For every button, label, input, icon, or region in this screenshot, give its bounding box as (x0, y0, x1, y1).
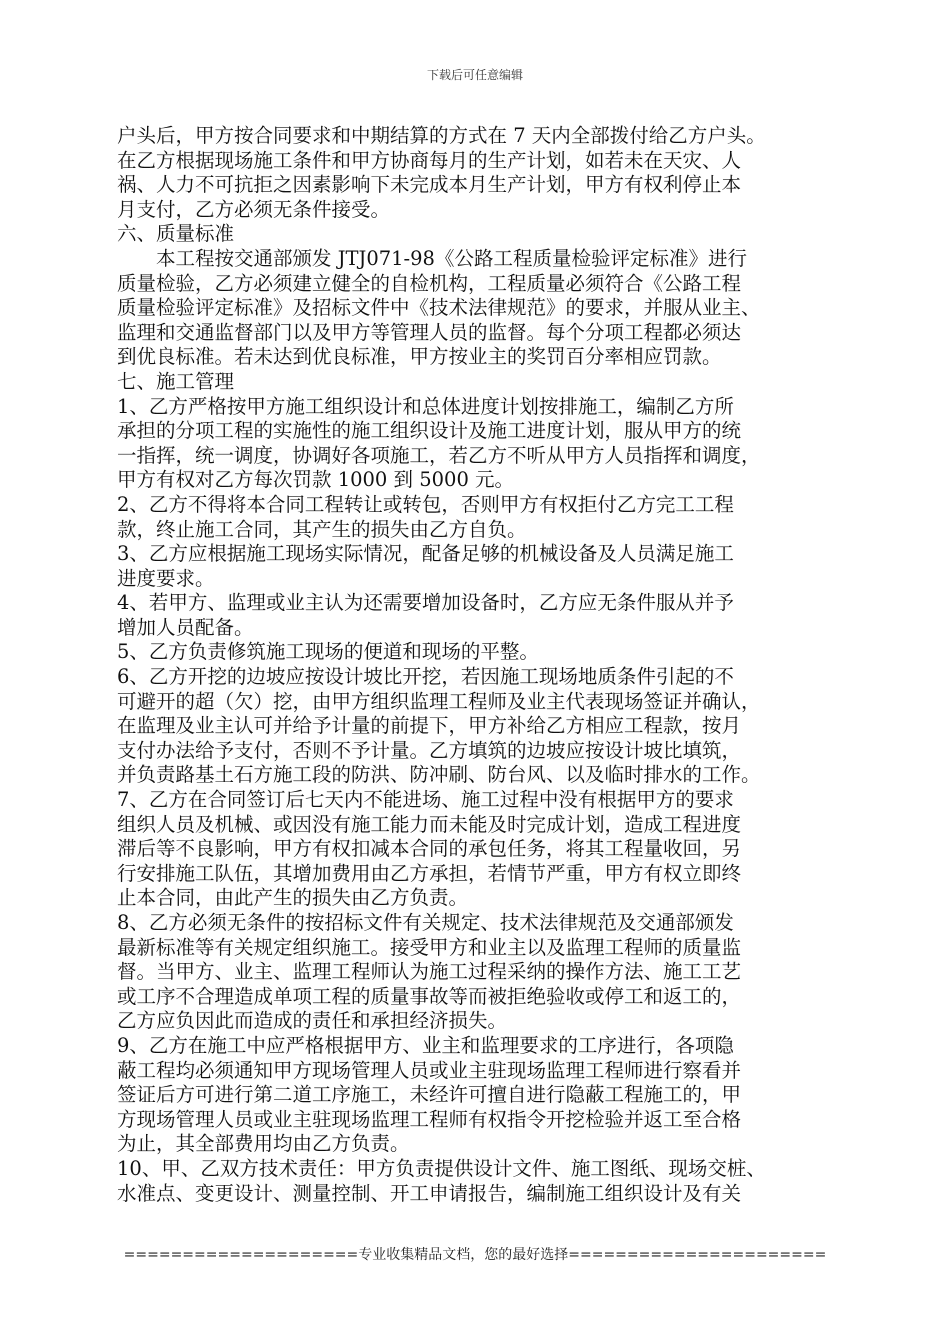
text-line: 到优良标准。若未达到优良标准，甲方按业主的奖罚百分率相应罚款。 (117, 345, 722, 369)
text-line: 祸、人力不可抗拒之因素影响下未完成本月生产计划，甲方有权利停止本 (117, 173, 742, 197)
text-line: 乙方应负因此而造成的责任和承担经济损失。 (117, 1009, 508, 1033)
text-line: 一指挥，统一调度，协调好各项施工，若乙方不听从甲方人员指挥和调度， (117, 443, 761, 467)
text-line: 3、乙方应根据施工现场实际情况，配备足够的机械设备及人员满足施工 (117, 542, 734, 566)
text-line: 组织人员及机械、或因没有施工能力而未能及时完成计划，造成工程进度 (117, 812, 742, 836)
text-line: 六、质量标准 (117, 222, 235, 246)
text-line: 并负责路基土石方施工段的防洪、防冲刷、防台风、以及临时排水的工作。 (117, 763, 761, 787)
text-line: 增加人员配备。 (117, 615, 254, 639)
text-line: 质量检验评定标准》及招标文件中《技术法律规范》的要求，并服从业主、 (117, 296, 761, 320)
text-line: 行安排施工队伍，其增加费用由乙方承担，若情节严重，甲方有权立即终 (117, 861, 742, 885)
text-line: 滞后等不良影响，甲方有权扣减本合同的承包任务，将其工程量收回，另 (117, 837, 742, 861)
text-line: 10、甲、乙双方技术责任：甲方负责提供设计文件、施工图纸、现场交桩、 (117, 1156, 766, 1180)
text-line: 5、乙方负责修筑施工现场的便道和现场的平整。 (117, 640, 539, 664)
text-line: 甲方有权对乙方每次罚款 1000 到 5000 元。 (117, 468, 515, 492)
text-line: 户头后，甲方按合同要求和中期结算的方式在 7 天内全部拨付给乙方户头。 (117, 124, 766, 147)
text-line: 在监理及业主认可并给予计量的前提下，甲方补给乙方相应工程款，按月 (117, 714, 742, 738)
text-line: 最新标准等有关规定组织施工。接受甲方和业主以及监理工程师的质量监 (117, 935, 742, 959)
text-line: 承担的分项工程的实施性的施工组织设计及施工进度计划，服从甲方的统 (117, 419, 742, 443)
text-line: 签证后方可进行第二道工序施工，未经许可擅自进行隐蔽工程施工的，甲 (117, 1083, 742, 1107)
text-line: 2、乙方不得将本合同工程转让或转包，否则甲方有权拒付乙方完工工程 (117, 492, 734, 516)
text-line: 或工序不合理造成单项工程的质量事故等而被拒绝验收或停工和返工的， (117, 984, 742, 1008)
text-line: 水准点、变更设计、测量控制、开工申请报告，编制施工组织设计及有关 (117, 1181, 742, 1205)
text-line: 七、施工管理 (117, 369, 235, 393)
text-line: 为止，其全部费用均由乙方负责。 (117, 1132, 410, 1156)
text-line: 止本合同，由此产生的损失由乙方负责。 (117, 886, 469, 910)
text-line: 款，终止施工合同，其产生的损失由乙方自负。 (117, 517, 527, 541)
text-line: 蔽工程均必须通知甲方现场管理人员或业主驻现场监理工程师进行察看并 (117, 1058, 742, 1082)
text-line: 在乙方根据现场施工条件和甲方协商每月的生产计划，如若未在天灾、人 (117, 148, 742, 172)
text-line: 本工程按交通部颁发 JTJ071-98《公路工程质量检验评定标准》进行 (117, 246, 747, 270)
text-line: 8、乙方必须无条件的按招标文件有关规定、技术法律规范及交通部颁发 (117, 911, 734, 934)
text-line: 4、若甲方、监理或业主认为还需要增加设备时，乙方应无条件服从并予 (117, 591, 734, 615)
text-line: 质量检验，乙方必须建立健全的自检机构，工程质量必须符合《公路工程 (117, 271, 742, 295)
page-footer: ====================专业收集精品文档，您的最好选择====================== (123, 1247, 827, 1263)
text-line: 6、乙方开挖的边坡应按设计坡比开挖，若因施工现场地质条件引起的不 (117, 665, 734, 689)
text-line: 可避开的超（欠）挖，由甲方组织监理工程师及业主代表现场签证并确认， (117, 689, 761, 713)
text-line: 监理和交通监督部门以及甲方等管理人员的监督。每个分项工程都必须达 (117, 320, 742, 344)
document-body (117, 124, 847, 1206)
text-line: 月支付，乙方必须无条件接受。 (117, 197, 391, 221)
page-header: 下载后可任意编辑 (426, 68, 523, 82)
text-line: 进度要求。 (117, 566, 215, 590)
text-line: 1、乙方严格按甲方施工组织设计和总体进度计划按排施工，编制乙方所 (117, 394, 734, 418)
text-line: 7、乙方在合同签订后七天内不能进场、施工过程中没有根据甲方的要求 (117, 788, 734, 812)
text-line: 方现场管理人员或业主驻现场监理工程师有权指令开挖检验并返工至合格 (117, 1107, 742, 1131)
text-line: 支付办法给予支付，否则不予计量。乙方填筑的边坡应按设计坡比填筑， (117, 738, 742, 762)
text-line: 9、乙方在施工中应严格根据甲方、业主和监理要求的工序进行，各项隐 (117, 1033, 734, 1057)
text-line: 督。当甲方、业主、监理工程师认为施工过程采纳的操作方法、施工工艺 (117, 960, 742, 984)
